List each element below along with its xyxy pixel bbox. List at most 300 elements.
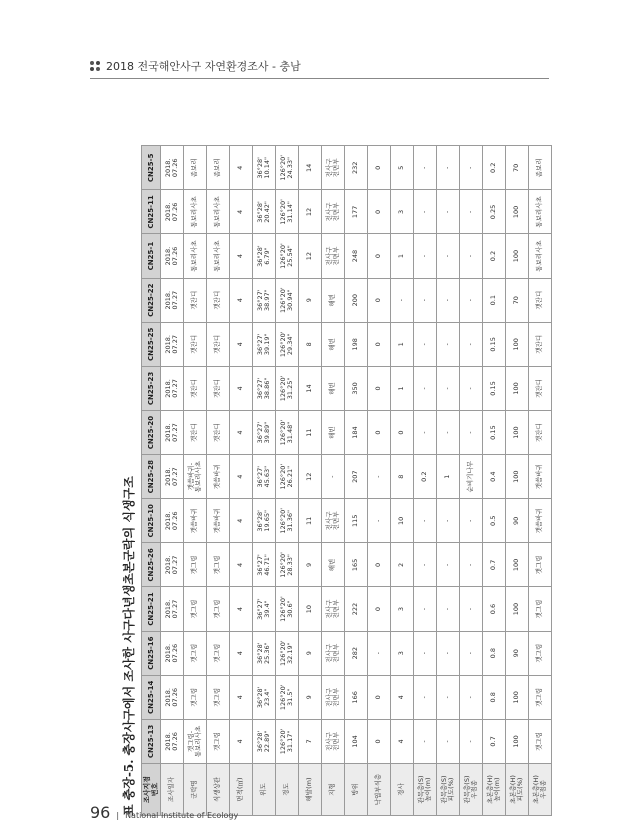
table-cell: 126°20' 25.54" bbox=[276, 234, 299, 278]
table-cell: 4 bbox=[230, 234, 253, 278]
table-cell: 전사구 전면부 bbox=[322, 719, 345, 763]
table-cell: 갯잔디 bbox=[184, 278, 207, 322]
table-cell: 0 bbox=[368, 587, 391, 631]
table-cell: - bbox=[414, 587, 437, 631]
table-cell: 0.4 bbox=[483, 455, 506, 499]
row-label: 해발(m) bbox=[299, 764, 322, 816]
table-header-row bbox=[142, 146, 161, 816]
table-cell: 4 bbox=[230, 675, 253, 719]
table-cell: 0.1 bbox=[483, 278, 506, 322]
table-cell: - bbox=[368, 499, 391, 543]
table-cell: 갯잔디 bbox=[184, 366, 207, 410]
table-cell: 126°20' 31.5" bbox=[276, 675, 299, 719]
table-cell: 126°20' 29.34" bbox=[276, 322, 299, 366]
table-row bbox=[483, 146, 506, 816]
row-label: 조사일자 bbox=[161, 764, 184, 816]
table-row bbox=[437, 146, 460, 816]
table-cell: - bbox=[437, 675, 460, 719]
table-cell: 9 bbox=[299, 543, 322, 587]
header-cell-site: CN25-22 bbox=[142, 278, 161, 322]
table-cell: - bbox=[437, 543, 460, 587]
table-cell: 갯씀바귀 bbox=[529, 455, 552, 499]
table-cell: 갯그령 bbox=[184, 631, 207, 675]
table-cell: 2018. 07.26 bbox=[161, 499, 184, 543]
table-cell: 갯그령 bbox=[184, 587, 207, 631]
table-cell: 100 bbox=[506, 587, 529, 631]
row-label: 경사 bbox=[391, 764, 414, 816]
table-cell: 4 bbox=[230, 411, 253, 455]
row-label: 지형 bbox=[322, 764, 345, 816]
table-cell: 2018. 07.27 bbox=[161, 366, 184, 410]
table-cell: 4 bbox=[230, 587, 253, 631]
table-cell: 갯그령 bbox=[207, 631, 230, 675]
table-cell: - bbox=[414, 146, 437, 190]
header-cell-site: CN25-20 bbox=[142, 411, 161, 455]
vegetation-table bbox=[141, 145, 552, 816]
table-cell: 126°20' 31.17" bbox=[276, 719, 299, 763]
table-cell: 0 bbox=[368, 278, 391, 322]
table-cell: 36°28' 23.4" bbox=[253, 675, 276, 719]
table-cell: 10 bbox=[391, 499, 414, 543]
table-cell: 100 bbox=[506, 366, 529, 410]
table-cell: 100 bbox=[506, 455, 529, 499]
table-cell: 0.6 bbox=[483, 587, 506, 631]
table-cell: 0.8 bbox=[483, 675, 506, 719]
table-cell: 126°20' 26.21" bbox=[276, 455, 299, 499]
table-cell: 0 bbox=[368, 366, 391, 410]
table-cell: - bbox=[414, 322, 437, 366]
table-cell: 0.15 bbox=[483, 322, 506, 366]
table-cell: 1 bbox=[391, 366, 414, 410]
table-cell: 100 bbox=[506, 411, 529, 455]
table-cell: 0 bbox=[391, 411, 414, 455]
table-cell: 36°27' 38.86" bbox=[253, 366, 276, 410]
table-cell: 2018. 07.27 bbox=[161, 278, 184, 322]
table-cell: 4 bbox=[391, 675, 414, 719]
table-cell: 갯잔디 bbox=[529, 411, 552, 455]
table-cell: 166 bbox=[345, 675, 368, 719]
row-label: 초본층(H) 높이(m) bbox=[483, 764, 506, 816]
table-cell: 해빈 bbox=[322, 411, 345, 455]
table-cell: - bbox=[414, 631, 437, 675]
table-cell: 갯잔디 bbox=[207, 366, 230, 410]
table-cell: 0.25 bbox=[483, 190, 506, 234]
table-cell: 100 bbox=[506, 234, 529, 278]
table-cell: 14 bbox=[299, 366, 322, 410]
table-cell: 전사구 전면부 bbox=[322, 587, 345, 631]
table-cell: - bbox=[437, 587, 460, 631]
table-row bbox=[230, 146, 253, 816]
table-row bbox=[207, 146, 230, 816]
table-cell: 4 bbox=[230, 146, 253, 190]
table-row bbox=[299, 146, 322, 816]
table-row bbox=[276, 146, 299, 816]
table-cell: 126°20' 30.94" bbox=[276, 278, 299, 322]
table-cell: 2018. 07.27 bbox=[161, 322, 184, 366]
table-cell: 70 bbox=[506, 278, 529, 322]
table-cell: 1 bbox=[437, 455, 460, 499]
table-cell: 8 bbox=[391, 455, 414, 499]
header-cell-site: CN25-14 bbox=[142, 675, 161, 719]
table-cell: 126°20' 30.6" bbox=[276, 587, 299, 631]
table-cell: 갯그령 bbox=[529, 543, 552, 587]
table-cell: 갯잔디 bbox=[207, 411, 230, 455]
table-cell: 4 bbox=[230, 631, 253, 675]
table-cell: 11 bbox=[299, 411, 322, 455]
table-cell: 통보리사초 bbox=[184, 190, 207, 234]
table-cell: 70 bbox=[506, 146, 529, 190]
table-cell: 4 bbox=[230, 499, 253, 543]
table-cell: 36°28' 20.42" bbox=[253, 190, 276, 234]
header-dots-icon bbox=[90, 61, 100, 71]
table-cell: 전사구 전면부 bbox=[322, 146, 345, 190]
table-cell: 12 bbox=[299, 455, 322, 499]
table-cell: - bbox=[437, 234, 460, 278]
running-header bbox=[90, 58, 301, 74]
table-cell: 126°20' 31.36" bbox=[276, 499, 299, 543]
table-cell: 4 bbox=[230, 543, 253, 587]
table-cell: 전사구 전면부 bbox=[322, 499, 345, 543]
footer-separator: | bbox=[116, 811, 120, 820]
row-label: 경도 bbox=[276, 764, 299, 816]
table-cell: 165 bbox=[345, 543, 368, 587]
table-cell: - bbox=[460, 675, 483, 719]
table-cell: 0.15 bbox=[483, 411, 506, 455]
table-cell: 126°20' 24.33" bbox=[276, 146, 299, 190]
table-cell: - bbox=[437, 322, 460, 366]
table-cell: 36°27' 39.89" bbox=[253, 411, 276, 455]
table-cell: 4 bbox=[391, 719, 414, 763]
table-cell: 갯잔디 bbox=[529, 322, 552, 366]
header-cell-site: CN25-5 bbox=[142, 146, 161, 190]
table-cell: 갯그령 bbox=[184, 675, 207, 719]
table-cell: 갯그령 bbox=[529, 631, 552, 675]
table-cell: 통보리사초 bbox=[529, 234, 552, 278]
table-cell: 2 bbox=[391, 543, 414, 587]
table-cell: 갯그령 bbox=[529, 675, 552, 719]
table-cell: 126°20' 31.48" bbox=[276, 411, 299, 455]
table-cell: - bbox=[368, 631, 391, 675]
row-label: 초본층(H) 우점종 bbox=[529, 764, 552, 816]
table-cell: - bbox=[460, 587, 483, 631]
row-label: 위도 bbox=[253, 764, 276, 816]
table-cell: 36°27' 45.63" bbox=[253, 455, 276, 499]
table-cell: 갯씀바귀 bbox=[207, 499, 230, 543]
table-row bbox=[414, 146, 437, 816]
table-cell: 전사구 전면부 bbox=[322, 190, 345, 234]
row-label: 관목층(S) 우점종 bbox=[460, 764, 483, 816]
table-cell: 0.5 bbox=[483, 499, 506, 543]
table-cell: - bbox=[437, 190, 460, 234]
table-cell: 2018. 07.26 bbox=[161, 631, 184, 675]
table-cell: 5 bbox=[391, 146, 414, 190]
table-cell: 8 bbox=[299, 322, 322, 366]
footer-institution: National Institute of Ecology bbox=[125, 811, 239, 820]
table-cell: 100 bbox=[506, 719, 529, 763]
table-cell: 100 bbox=[506, 190, 529, 234]
table-cell: 100 bbox=[506, 322, 529, 366]
table-cell: 36°27' 39.19" bbox=[253, 322, 276, 366]
table-cell: 순비기나무 bbox=[460, 455, 483, 499]
table-cell: 100 bbox=[506, 543, 529, 587]
table-cell: 갯잔디 bbox=[184, 411, 207, 455]
table-cell: 36°28' 19.65" bbox=[253, 499, 276, 543]
table-cell: 4 bbox=[230, 719, 253, 763]
table-cell: 해빈 bbox=[322, 322, 345, 366]
table-cell: 0.2 bbox=[483, 234, 506, 278]
table-cell: 4 bbox=[230, 366, 253, 410]
table-cell: 전사구 전면부 bbox=[322, 631, 345, 675]
table-cell: 0.2 bbox=[414, 455, 437, 499]
table-cell: 0 bbox=[368, 675, 391, 719]
table-cell: - bbox=[460, 719, 483, 763]
table-cell: 좀보리 bbox=[184, 146, 207, 190]
table-cell: 4 bbox=[230, 322, 253, 366]
table-cell: - bbox=[437, 631, 460, 675]
table-cell: 해빈 bbox=[322, 366, 345, 410]
table-cell: 232 bbox=[345, 146, 368, 190]
row-label: 초본층(H) 피도(%) bbox=[506, 764, 529, 816]
table-cell: 0 bbox=[368, 719, 391, 763]
table-cell: - bbox=[437, 719, 460, 763]
table-cell: - bbox=[414, 675, 437, 719]
table-cell: 갯그령 bbox=[207, 675, 230, 719]
row-label: 관목층(S) 높이(m) bbox=[414, 764, 437, 816]
table-cell: 갯씀바귀 bbox=[184, 499, 207, 543]
table-cell: - bbox=[414, 366, 437, 410]
table-cell: 14 bbox=[299, 146, 322, 190]
table-cell: 36°27' 38.97" bbox=[253, 278, 276, 322]
header-cell-site: CN25-1 bbox=[142, 234, 161, 278]
table-cell: 12 bbox=[299, 190, 322, 234]
table-cell: 115 bbox=[345, 499, 368, 543]
table-cell: 0 bbox=[368, 234, 391, 278]
table-row bbox=[322, 146, 345, 816]
table-cell: 198 bbox=[345, 322, 368, 366]
table-cell: 갯잔디 bbox=[207, 322, 230, 366]
row-label: 식생상관 bbox=[207, 764, 230, 816]
table-cell: 36°27' 39.4" bbox=[253, 587, 276, 631]
table-cell: 4 bbox=[230, 455, 253, 499]
table-cell: 2018. 07.26 bbox=[161, 234, 184, 278]
table-cell: 2018. 07.26 bbox=[161, 719, 184, 763]
table-cell: 12 bbox=[299, 234, 322, 278]
table-cell: - bbox=[437, 499, 460, 543]
table-cell: 126°20' 31.25" bbox=[276, 366, 299, 410]
header-cell-site: CN25-25 bbox=[142, 322, 161, 366]
table-cell: 갯잔디 bbox=[529, 366, 552, 410]
table-cell: 1 bbox=[391, 234, 414, 278]
table-cell: 3 bbox=[391, 587, 414, 631]
table-cell: - bbox=[414, 543, 437, 587]
table-cell: 0 bbox=[368, 322, 391, 366]
table-cell: 0.7 bbox=[483, 543, 506, 587]
table-cell: 갯그령- 통보리사초 bbox=[184, 719, 207, 763]
table-cell: 갯잔디 bbox=[207, 278, 230, 322]
table-cell: 0.7 bbox=[483, 719, 506, 763]
table-cell: 갯잔디 bbox=[529, 278, 552, 322]
table-row bbox=[506, 146, 529, 816]
header-cell-site: CN25-26 bbox=[142, 543, 161, 587]
table-cell: 126°20' 32.19" bbox=[276, 631, 299, 675]
table-cell: 2018. 07.27 bbox=[161, 455, 184, 499]
table-cell: 전사구 전면부 bbox=[322, 675, 345, 719]
row-label: 방위 bbox=[345, 764, 368, 816]
table-cell: - bbox=[437, 366, 460, 410]
table-cell: 3 bbox=[391, 190, 414, 234]
table-cell: - bbox=[460, 411, 483, 455]
page-footer bbox=[90, 803, 238, 822]
table-cell: - bbox=[460, 366, 483, 410]
table-cell: 11 bbox=[299, 499, 322, 543]
header-rule bbox=[90, 78, 549, 79]
row-label: 관목층(S) 피도(%) bbox=[437, 764, 460, 816]
table-cell: 2018. 07.26 bbox=[161, 675, 184, 719]
table-cell: 0 bbox=[368, 190, 391, 234]
table-cell: - bbox=[414, 719, 437, 763]
header-title: 2018 전국해안사구 자연환경조사 - 충남 bbox=[106, 60, 301, 73]
table-cell: 207 bbox=[345, 455, 368, 499]
header-cell-site: CN25-11 bbox=[142, 190, 161, 234]
table-cell: 282 bbox=[345, 631, 368, 675]
table-cell: 0.2 bbox=[483, 146, 506, 190]
table-cell: 90 bbox=[506, 499, 529, 543]
table-cell: 9 bbox=[299, 278, 322, 322]
table-cell: 177 bbox=[345, 190, 368, 234]
table-cell: 184 bbox=[345, 411, 368, 455]
table-row bbox=[184, 146, 207, 816]
table-cell: - bbox=[460, 631, 483, 675]
table-row bbox=[368, 146, 391, 816]
table-cell: - bbox=[414, 190, 437, 234]
table-cell: 104 bbox=[345, 719, 368, 763]
table-cell: 0 bbox=[368, 146, 391, 190]
table-cell: 갯그령 bbox=[529, 587, 552, 631]
table-cell: 0 bbox=[368, 543, 391, 587]
table-cell: 36°28' 10.14" bbox=[253, 146, 276, 190]
table-cell: - bbox=[460, 278, 483, 322]
table-cell: 9 bbox=[299, 675, 322, 719]
table-cell: - bbox=[460, 146, 483, 190]
table-cell: - bbox=[460, 234, 483, 278]
table-cell: 2018. 07.27 bbox=[161, 587, 184, 631]
row-label: 낙엽부식층 bbox=[368, 764, 391, 816]
table-cell: - bbox=[460, 499, 483, 543]
table-body bbox=[161, 146, 552, 816]
header-cell-site: CN25-13 bbox=[142, 719, 161, 763]
header-cell-site: CN25-23 bbox=[142, 366, 161, 410]
table-cell: 통보리사초 bbox=[184, 234, 207, 278]
header-cell-site: CN25-10 bbox=[142, 499, 161, 543]
table-cell: 2018. 07.26 bbox=[161, 190, 184, 234]
table-cell: 248 bbox=[345, 234, 368, 278]
table-cell: 갯씀바귀 bbox=[207, 455, 230, 499]
header-cell-site: CN25-21 bbox=[142, 587, 161, 631]
table-cell: 통보리사초 bbox=[207, 190, 230, 234]
table-cell: 90 bbox=[506, 631, 529, 675]
row-label: 면적(㎡) bbox=[230, 764, 253, 816]
table-cell: 0.8 bbox=[483, 631, 506, 675]
header-cell-site: CN25-16 bbox=[142, 631, 161, 675]
table-cell: 갯그령 bbox=[207, 543, 230, 587]
rotated-table-block bbox=[120, 146, 547, 816]
table-cell: 좀보리 bbox=[207, 146, 230, 190]
table-row bbox=[345, 146, 368, 816]
table-cell: 갯그령 bbox=[529, 719, 552, 763]
table-cell: 갯씀바귀- 통보리사초 bbox=[184, 455, 207, 499]
table-cell: 4 bbox=[230, 278, 253, 322]
table-row bbox=[253, 146, 276, 816]
table-cell: 2018. 07.27 bbox=[161, 411, 184, 455]
table-cell: 9 bbox=[299, 631, 322, 675]
table-cell: 36°27' 46.71" bbox=[253, 543, 276, 587]
table-cell: 350 bbox=[345, 366, 368, 410]
table-cell: 126°20' 31.14" bbox=[276, 190, 299, 234]
table-cell: - bbox=[414, 234, 437, 278]
table-cell: 갯그령 bbox=[184, 543, 207, 587]
table-cell: - bbox=[414, 411, 437, 455]
table-row bbox=[529, 146, 552, 816]
table-cell: - bbox=[437, 146, 460, 190]
table-row bbox=[460, 146, 483, 816]
table-cell: 갯씀바귀 bbox=[529, 499, 552, 543]
table-cell: 0 bbox=[368, 411, 391, 455]
table-row bbox=[161, 146, 184, 816]
page-number: 96 bbox=[90, 803, 111, 822]
table-cell: 2018. 07.26 bbox=[161, 146, 184, 190]
table-cell: 2018. 07.27 bbox=[161, 543, 184, 587]
table-cell: 통보리사초 bbox=[529, 190, 552, 234]
table-cell: 전사구 전면부 bbox=[322, 234, 345, 278]
table-cell: 10 bbox=[299, 587, 322, 631]
table-cell: - bbox=[391, 278, 414, 322]
header-cell-site-number: 조사지점 번호 bbox=[142, 764, 161, 816]
table-cell: - bbox=[368, 455, 391, 499]
table-cell: - bbox=[437, 411, 460, 455]
table-cell: 좀보리 bbox=[529, 146, 552, 190]
table-cell: 222 bbox=[345, 587, 368, 631]
table-cell: - bbox=[437, 278, 460, 322]
table-cell: 3 bbox=[391, 631, 414, 675]
row-label: 군락명 bbox=[184, 764, 207, 816]
table-cell: 126°20' 28.33" bbox=[276, 543, 299, 587]
table-cell: - bbox=[460, 322, 483, 366]
table-row bbox=[391, 146, 414, 816]
table-cell: 해빈 bbox=[322, 543, 345, 587]
table-cell: - bbox=[322, 455, 345, 499]
table-cell: - bbox=[460, 190, 483, 234]
table-cell: - bbox=[414, 278, 437, 322]
table-cell: - bbox=[414, 499, 437, 543]
table-cell: 0.15 bbox=[483, 366, 506, 410]
table-title: 표 충장-5. 충장사구에서 조사한 사구다년생초본군락의 식생구조 bbox=[122, 476, 136, 816]
table-cell: 1 bbox=[391, 322, 414, 366]
table-cell: 갯그령 bbox=[207, 719, 230, 763]
table-cell: 갯잔디 bbox=[184, 322, 207, 366]
header-cell-site: CN25-28 bbox=[142, 455, 161, 499]
table-cell: 200 bbox=[345, 278, 368, 322]
table-cell: 갯그령 bbox=[207, 587, 230, 631]
table-cell: 36°28' 25.36" bbox=[253, 631, 276, 675]
table-cell: 7 bbox=[299, 719, 322, 763]
table-cell: 통보리사초 bbox=[207, 234, 230, 278]
table-cell: 해빈 bbox=[322, 278, 345, 322]
table-cell: 4 bbox=[230, 190, 253, 234]
table-cell: 36°28' 22.89" bbox=[253, 719, 276, 763]
table-cell: - bbox=[460, 543, 483, 587]
table-cell: 100 bbox=[506, 675, 529, 719]
table-cell: 36°28' 6.79" bbox=[253, 234, 276, 278]
